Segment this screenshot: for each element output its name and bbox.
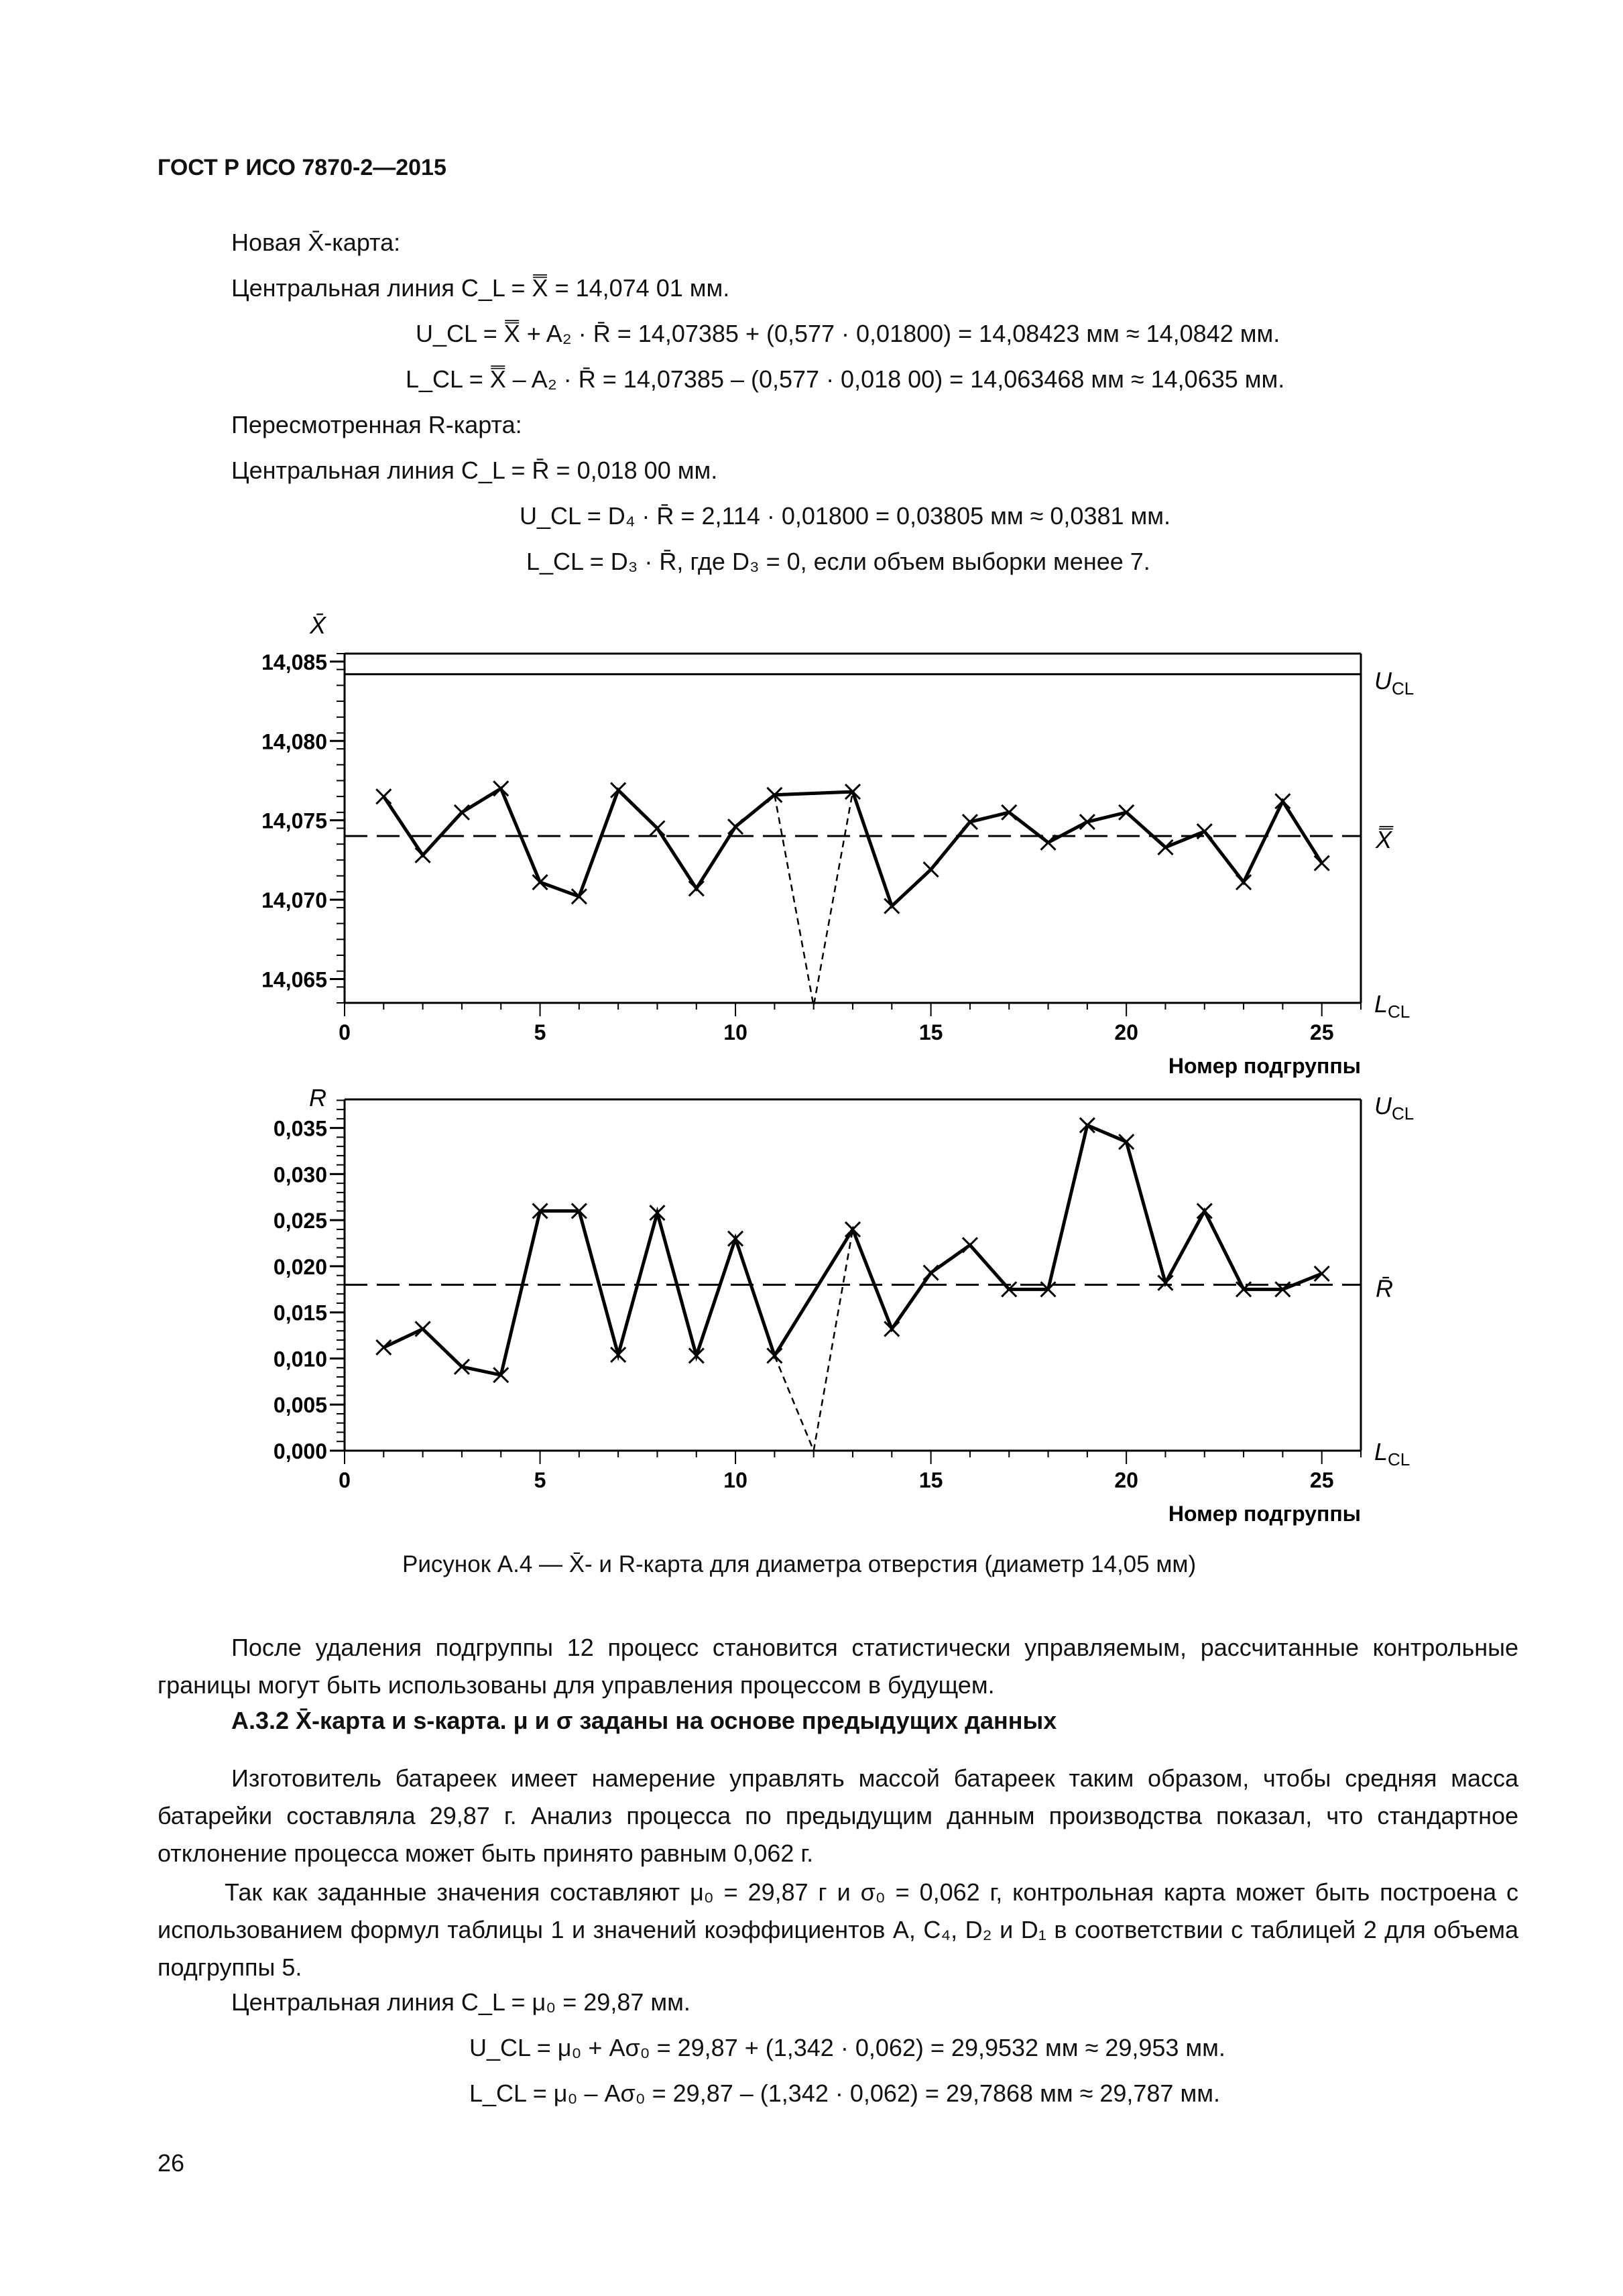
y-tick-label: 14,075 [261,808,327,833]
data-point [728,819,743,834]
data-point [924,1266,939,1280]
ucl-label: $U_{CL}$ [1374,666,1415,699]
data-point [924,862,939,877]
paragraph-battery-manufacturer-text: Изготовитель батареек имеет намерение управлять массой батареек таким образом, чтобы средняя масса батарейки составляла 29,87 г. Анализ процесса по предыдущим данным производства показал, что стандартное отклонение процесса может быть принято равным 0,062 г. [158,1764,1518,1867]
formula-new-xbar-chart: Новая X̄-карта: [231,229,401,256]
lcl-label: $L_{CL}$ [1374,990,1410,1022]
y-tick-label: 0,005 [273,1393,327,1418]
xbar-chart [261,611,1414,1078]
x-tick-label: 5 [534,1020,546,1044]
data-point [455,805,469,820]
data-point [1315,1266,1329,1281]
data-point [1236,875,1251,890]
r-chart [274,1084,1414,1526]
y-tick-label: 14,065 [261,967,327,992]
x-tick-label: 15 [918,1468,943,1492]
y-tick-label: 0,015 [273,1301,327,1325]
section-title-a-3-2: А.3.2 X̄-карта и s-карта. μ и σ заданы на основе предыдущих данных [231,1707,1057,1734]
x-tick-label: 0 [339,1468,351,1492]
paragraph-battery-manufacturer [158,1760,1518,1872]
data-point [1158,840,1173,855]
x-tick-label: 25 [1309,1020,1334,1044]
x-tick-label: 10 [723,1468,747,1492]
lcl-label-sub: CL [1388,1449,1410,1469]
x-axis-label: Номер подгруппы [1168,1054,1361,1078]
data-point [416,1321,430,1336]
data-point [533,875,548,890]
formula-xbar-center-line: Центральная линия C_L = X̿ = 14,074 01 мм. [231,274,730,302]
x-tick-label: 0 [339,1020,351,1044]
data-point [611,783,625,798]
y-axis-label: X̄ [309,611,326,639]
page-number: 26 [158,2149,185,2177]
formula-mu-center-line: Центральная линия C_L = μ₀ = 29,87 мм. [231,1988,690,2016]
y-tick-label: 0,025 [273,1209,327,1233]
x-tick-label: 10 [723,1020,747,1044]
document-header: ГОСТ Р ИСО 7870-2—2015 [158,155,446,180]
lcl-label-sub: CL [1388,1002,1410,1022]
excluded-subgroup-line [774,792,853,1006]
formula-r-center-line: Центральная линия C_L = R̄ = 0,018 00 мм. [231,457,718,484]
data-point [376,789,391,804]
y-tick-label: 0,010 [273,1347,327,1372]
data-point [650,821,664,836]
y-tick-label: 14,085 [261,650,327,674]
data-point [963,1237,977,1252]
ucl-label-sub: CL [1392,1103,1415,1124]
formula-revised-r-chart: Пересмотренная R-карта: [231,411,522,438]
data-point [1197,824,1212,839]
data-series-line [383,1126,1321,1376]
lcl-label: $L_{CL}$ [1374,1438,1410,1469]
paragraph-given-values-text: Так как заданные значения составляют μ₀ = 29,87 г и σ₀ = 0,062 г, контрольная карта может быть построена с использованием формул таблицы 1 и значений коэффициентов A, C₄, D₂ и D₁ в соответствии с таблицей 2 для объема подгруппы 5. [158,1878,1518,1981]
y-tick-label: 0,030 [273,1162,327,1187]
figure-caption: Рисунок А.4 — X̄- и R-карта для диаметра отверстия (диаметр 14,05 мм) [402,1551,1197,1577]
formula-mu-ucl: U_CL = μ₀ + Aσ₀ = 29,87 + (1,342 · 0,062) = 29,9532 мм ≈ 29,953 мм. [469,2034,1225,2061]
x-axis-label: Номер подгруппы [1168,1502,1361,1526]
data-point [689,881,704,896]
ucl-label: $U_{CL}$ [1374,1092,1415,1124]
data-point [1197,1203,1212,1218]
paragraph-given-values [158,1874,1518,1986]
data-point [1275,794,1290,808]
paragraph-subgroup-removal [158,1629,1518,1704]
formula-mu-lcl: L_CL = μ₀ – Aσ₀ = 29,87 – (1,342 · 0,062) = 29,7868 мм ≈ 29,787 мм. [469,2079,1220,2107]
data-point [493,781,508,796]
formula-xbar-ucl: U_CL = X̿ + A₂ · R̄ = 14,07385 + (0,577 · 0,01800) = 14,08423 мм ≈ 14,0842 мм. [416,320,1280,347]
x-tick-label: 20 [1114,1020,1138,1044]
x-tick-label: 15 [918,1020,943,1044]
data-point [884,1321,899,1336]
data-point [1041,835,1056,850]
data-point [376,1340,391,1355]
x-tick-label: 5 [534,1468,546,1492]
data-series-line [383,788,1321,906]
ucl-label-sub: CL [1392,678,1415,699]
paragraph-subgroup-removal-text: После удаления подгруппы 12 процесс становится статистически управляемым, рассчитанные контрольные границы могут быть использованы для управления процессом в будущем. [158,1634,1518,1699]
center-line-label: R̄ [1376,1274,1393,1303]
y-axis-label: R [309,1084,326,1111]
y-tick-label: 14,070 [261,888,327,913]
excluded-subgroup-line [774,1229,853,1451]
y-tick-label: 0,020 [273,1254,327,1279]
x-tick-label: 25 [1309,1468,1334,1492]
data-point [845,1222,860,1237]
y-tick-label: 14,080 [261,729,327,754]
formula-r-lcl: L_CL = D₃ · R̄, где D₃ = 0, если объем выборки менее 7. [526,548,1150,575]
y-tick-label: 0,000 [273,1439,327,1463]
data-point [1315,856,1329,871]
formula-r-ucl: U_CL = D₄ · R̄ = 2,114 · 0,01800 = 0,03805 мм ≈ 0,0381 мм. [520,502,1171,530]
data-point [572,889,587,904]
y-tick-label: 0,035 [273,1116,327,1141]
formula-xbar-lcl: L_CL = X̿ – A₂ · R̄ = 14,07385 – (0,577 · 0,018 00) = 14,063468 мм ≈ 14,0635 мм. [406,365,1285,393]
data-point [416,848,430,863]
x-tick-label: 20 [1114,1468,1138,1492]
center-line-label: X̿ [1376,826,1392,854]
